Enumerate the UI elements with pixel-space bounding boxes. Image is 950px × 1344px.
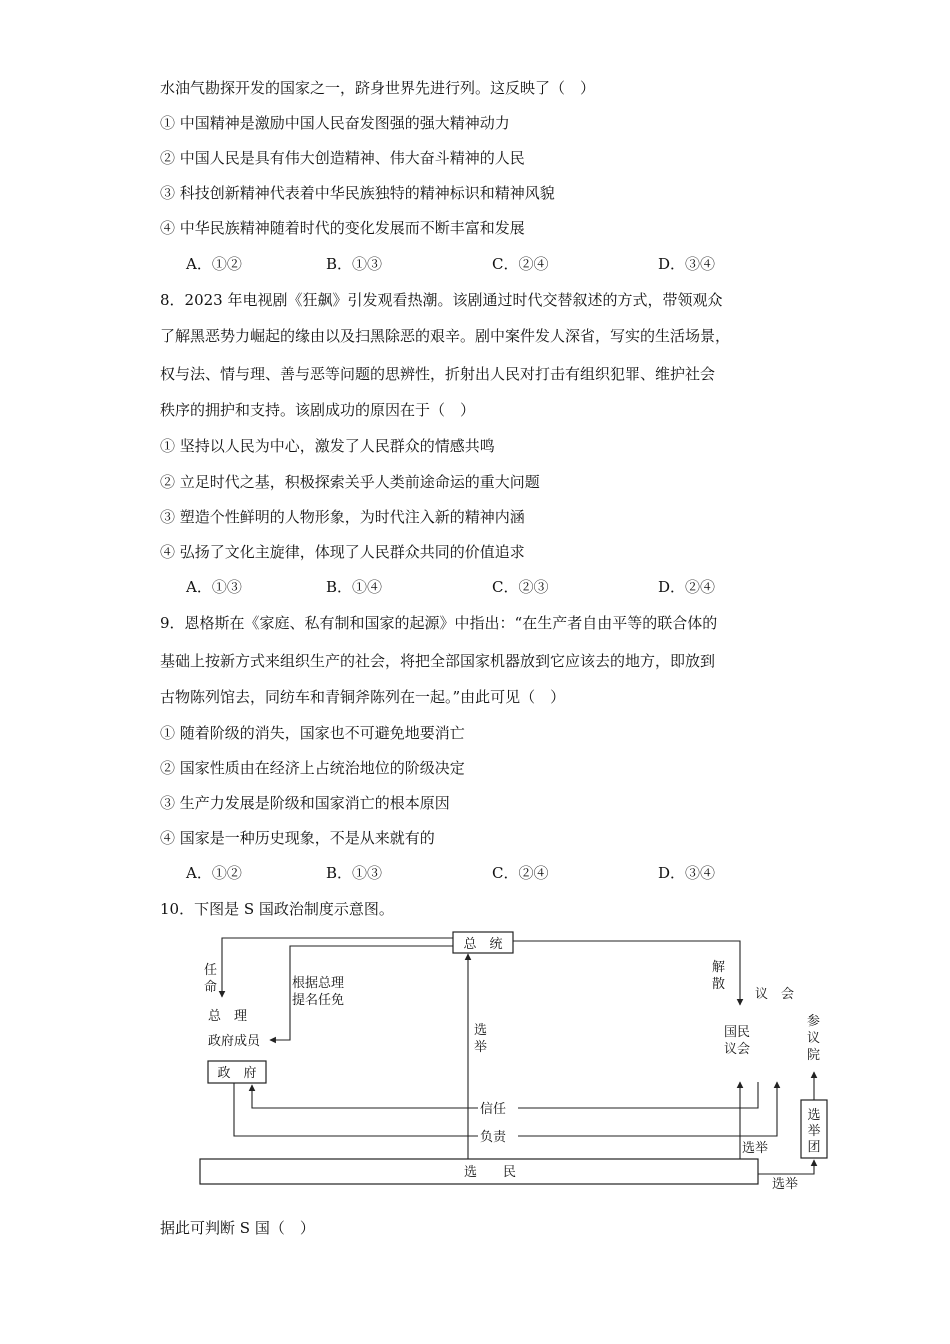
q8-text-line-4: 秩序的拥护和支持。该剧成功的原因在于（ ） — [160, 401, 476, 419]
senate-label-2: 议 — [807, 1031, 821, 1046]
senate-label-1: 参 — [807, 1014, 821, 1029]
pm-label: 总 理 — [208, 1009, 248, 1024]
q8-statement-4: ④ 弘扬了文化主旋律，体现了人民群众共同的价值追求 — [160, 543, 525, 561]
responsible-line — [234, 1083, 478, 1136]
q9-statement-3: ③ 生产力发展是阶级和国家消亡的根本原因 — [160, 794, 450, 812]
voters-label: 选 民 — [463, 1165, 517, 1180]
q9-statement-4: ④ 国家是一种历史现象，不是从来就有的 — [160, 829, 435, 847]
q7-statement-4: ④ 中华民族精神随着时代的变化发展而不断丰富和发展 — [160, 219, 525, 237]
president-label: 总 统 — [463, 937, 503, 952]
q7-option-b[interactable]: B．①③ — [326, 255, 383, 273]
q9-option-b[interactable]: B．①③ — [326, 864, 383, 882]
q8-option-d[interactable]: D．②④ — [658, 578, 716, 596]
q8-text-line-2: 了解黑恶势力崛起的缘由以及扫黑除恶的艰辛。剧中案件发人深省，写实的生活场景， — [160, 327, 731, 345]
trust-line — [518, 1082, 758, 1108]
parliament-label: 议 会 — [755, 987, 795, 1002]
elect-assembly-label: 选举 — [742, 1141, 769, 1156]
q7-option-d[interactable]: D．③④ — [658, 255, 716, 273]
elect-label-2: 举 — [474, 1040, 488, 1055]
college-label-2: 举 — [807, 1124, 821, 1139]
q9-text-line-1: 9．恩格斯在《家庭、私有制和国家的起源》中指出：“在生产者自由平等的联合体的 — [160, 614, 718, 632]
ministers-label: 政府成员 — [208, 1034, 261, 1049]
q8-statement-3: ③ 塑造个性鲜明的人物形象，为时代注入新的精神内涵 — [160, 508, 525, 526]
responsible-arrow — [518, 1082, 777, 1136]
q10-title: 10．下图是 S 国政治制度示意图。 — [160, 900, 394, 918]
national-assembly-label-1: 国民 — [724, 1025, 751, 1040]
q7-statement-1: ① 中国精神是激励中国人民奋发图强的强大精神动力 — [160, 114, 510, 132]
q8-statement-1: ① 坚持以人民为中心，激发了人民群众的情感共鸣 — [160, 437, 495, 455]
q8-option-b[interactable]: B．①④ — [326, 578, 383, 596]
q10-tail: 据此可判断 S 国（ ） — [160, 1219, 315, 1237]
q9-statement-2: ② 国家性质由在经济上占统治地位的阶级决定 — [160, 759, 465, 777]
appoint-label-2: 命 — [204, 980, 218, 995]
q7-statement-3: ③ 科技创新精神代表着中华民族独特的精神标识和精神风貌 — [160, 184, 555, 202]
q9-statement-1: ① 随着阶级的消失，国家也不可避免地要消亡 — [160, 724, 465, 742]
dissolve-label-1: 解 — [712, 960, 726, 975]
q9-text-line-3: 古物陈列馆去，同纺车和青铜斧陈列在一起。”由此可见（ ） — [160, 688, 566, 706]
dissolve-arrow — [513, 941, 740, 1005]
q7-option-a[interactable]: A．①② — [186, 255, 242, 273]
trust-label: 信任 — [480, 1102, 507, 1117]
q8-text-line-1: 8．2023 年电视剧《狂飙》引发观看热潮。该剧通过时代交替叙述的方式，带领观众 — [160, 291, 723, 309]
senate-label-3: 院 — [807, 1048, 821, 1063]
q8-option-c[interactable]: C．②③ — [492, 578, 549, 596]
elect-college-label: 选举 — [772, 1177, 799, 1192]
q7-option-c[interactable]: C．②④ — [492, 255, 549, 273]
government-label: 政 府 — [217, 1066, 257, 1081]
q9-option-d[interactable]: D．③④ — [658, 864, 716, 882]
trust-arrow — [252, 1085, 478, 1108]
q8-statement-2: ② 立足时代之基，积极探索关乎人类前途命运的重大问题 — [160, 473, 540, 491]
q7-text-line: 水油气勘探开发的国家之一，跻身世界先进行列。这反映了（ ） — [160, 79, 596, 97]
q9-option-c[interactable]: C．②④ — [492, 864, 549, 882]
dissolve-label-2: 散 — [712, 977, 726, 992]
q8-text-line-3: 权与法、情与理、善与恶等问题的思辨性，折射出人民对打击有组织犯罪、维护社会 — [160, 365, 716, 383]
nominate-label-1: 根据总理 — [292, 976, 345, 991]
appoint-label-1: 任 — [204, 963, 218, 978]
responsible-label: 负责 — [480, 1130, 507, 1145]
college-label-1: 选 — [807, 1108, 821, 1123]
q8-option-a[interactable]: A．①③ — [186, 578, 242, 596]
nominate-label-2: 提名任免 — [292, 993, 345, 1008]
q9-text-line-2: 基础上按新方式来组织生产的社会，将把全部国家机器放到它应该去的地方，即放到 — [160, 652, 716, 670]
q9-option-a[interactable]: A．①② — [186, 864, 242, 882]
elect-college-arrow — [758, 1160, 814, 1174]
elect-label-1: 选 — [474, 1023, 488, 1038]
college-label-3: 团 — [807, 1140, 821, 1155]
political-system-diagram — [190, 924, 850, 1200]
national-assembly-label-2: 议会 — [724, 1042, 751, 1057]
q7-statement-2: ② 中国人民是具有伟大创造精神、伟大奋斗精神的人民 — [160, 149, 525, 167]
